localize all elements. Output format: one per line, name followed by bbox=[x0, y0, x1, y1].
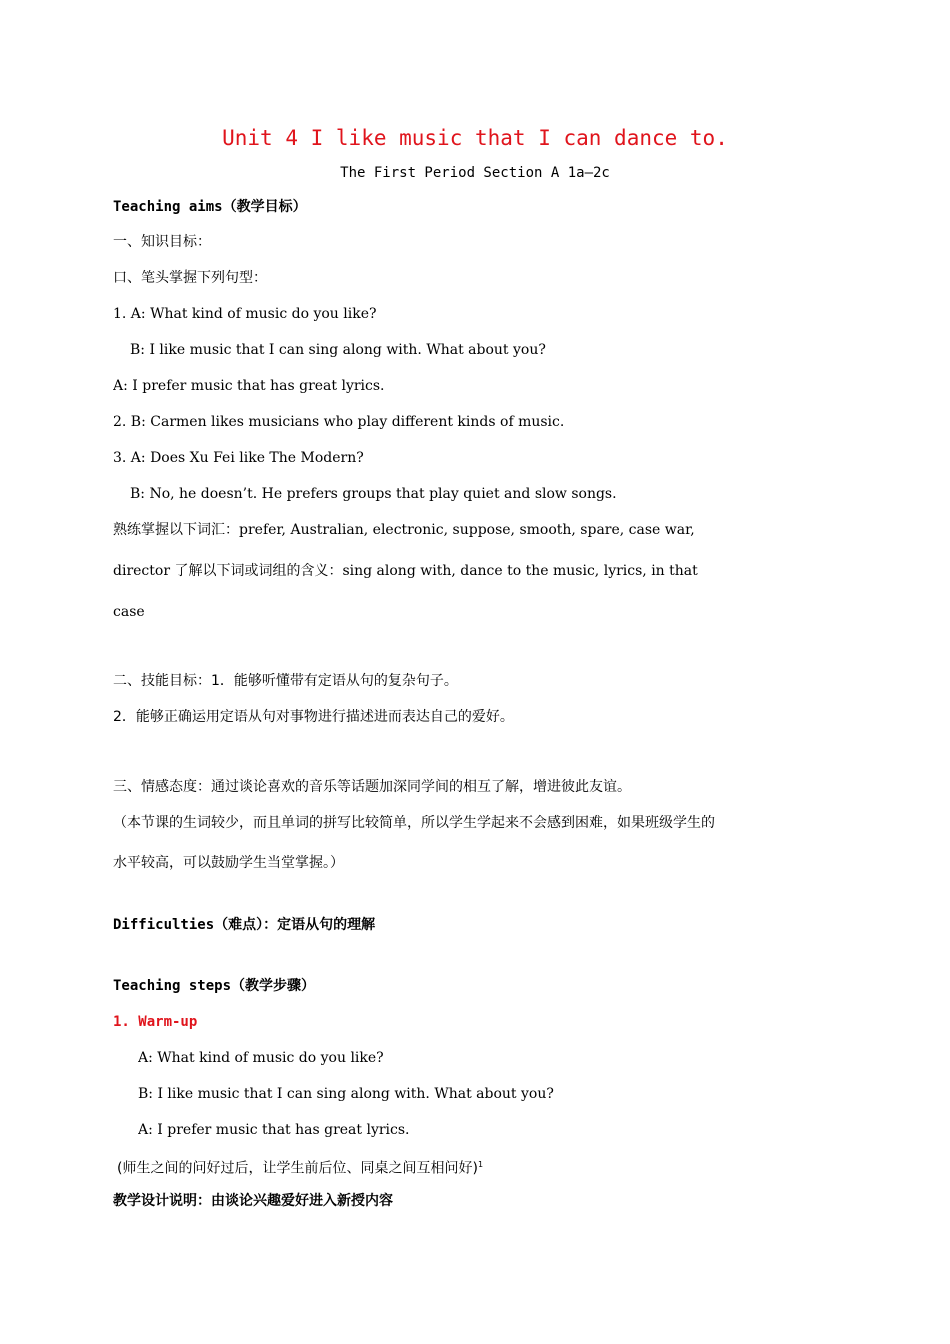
emotion-line: 三、情感态度：通过谈论喜欢的音乐等话题加深同学间的相互了解，增进彼此友谊。 bbox=[113, 779, 631, 795]
sentence-line: B: I like music that I can sing along with. What about you? bbox=[130, 342, 546, 358]
vocab-line: 熟练掌握以下词汇：prefer, Australian, electronic, suppose, smooth, spare, case war, bbox=[113, 522, 695, 538]
warmup-heading: 1. Warm-up bbox=[113, 1014, 198, 1030]
sentence-line: 2. B: Carmen likes musicians who play different kinds of music. bbox=[113, 414, 565, 430]
warmup-note-text: (师生之间的问好过后，让学生前后位、同桌之间互相问好) bbox=[117, 1160, 478, 1177]
vocab-line: director 了解以下词或词组的含义：sing along with, dance to the music, lyrics, in that bbox=[113, 563, 698, 579]
sentence-line: A: I prefer music that has great lyrics. bbox=[113, 378, 385, 394]
design-note: 教学设计说明：由谈论兴趣爱好进入新授内容 bbox=[113, 1193, 393, 1209]
sentence-line: 3. A: Does Xu Fei like The Modern? bbox=[113, 450, 364, 466]
vocab-line: case bbox=[113, 604, 145, 620]
teaching-aims-heading: Teaching aims（教学目标） bbox=[113, 199, 307, 215]
warmup-line: A: I prefer music that has great lyrics. bbox=[138, 1122, 410, 1138]
warmup-line: B: I like music that I can sing along with. What about you? bbox=[138, 1086, 554, 1102]
warmup-note-footnote: 1 bbox=[477, 1160, 484, 1169]
warmup-note bbox=[117, 1155, 847, 1179]
sentence-line: 1. A: What kind of music do you like? bbox=[113, 306, 377, 322]
document-title: Unit 4 I like music that I can dance to. bbox=[222, 126, 728, 150]
knowledge-heading: 一、知识目标： bbox=[113, 234, 211, 250]
skill-line: 2．能够正确运用定语从句对事物进行描述进而表达自己的爱好。 bbox=[113, 709, 514, 725]
sentence-line: B: No, he doesn’t. He prefers groups that play quiet and slow songs. bbox=[130, 486, 617, 502]
sentence-heading: 口、笔头掌握下列句型： bbox=[113, 270, 267, 286]
skill-line: 二、技能目标：1．能够听懂带有定语从句的复杂句子。 bbox=[113, 673, 458, 689]
difficulties-heading: Difficulties（难点）：定语从句的理解 bbox=[113, 917, 376, 933]
note-line: （本节课的生词较少，而且单词的拼写比较简单，所以学生学起来不会感到困难，如果班级学生的 bbox=[113, 815, 715, 831]
warmup-line: A: What kind of music do you like? bbox=[138, 1050, 384, 1066]
document-subtitle: The First Period Section A 1a–2c bbox=[340, 165, 610, 181]
note-line: 水平较高，可以鼓励学生当堂掌握。） bbox=[113, 855, 344, 871]
teaching-steps-heading: Teaching steps（教学步骤） bbox=[113, 978, 316, 994]
